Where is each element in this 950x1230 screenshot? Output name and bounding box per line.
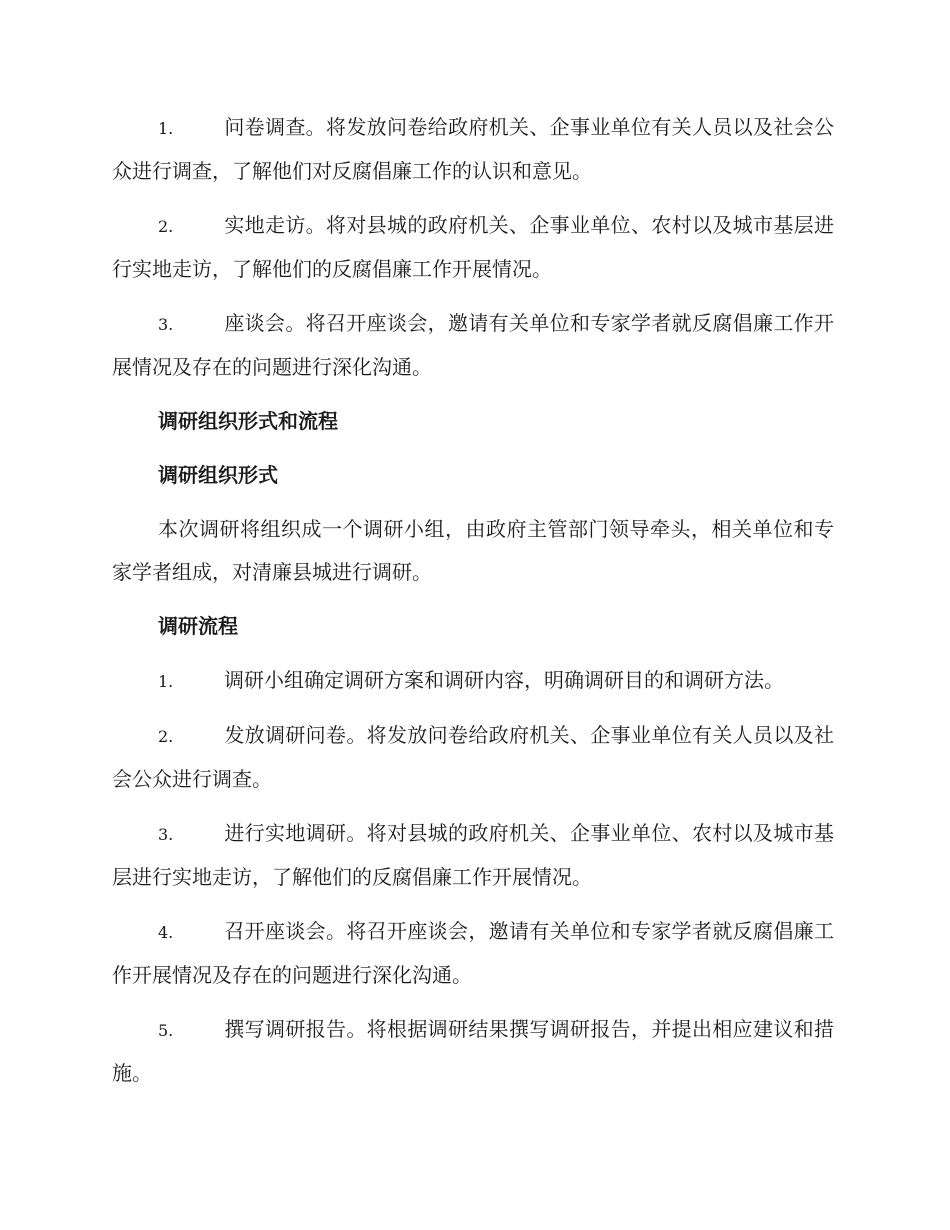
section-title: 调研组织形式和流程	[158, 409, 338, 433]
list-text: 撰写调研报告。将根据调研结果撰写调研报告，并提出相应建议和措施。	[112, 1017, 834, 1085]
list-text: 发放调研问卷。将发放问卷给政府机关、企事业单位有关人员以及社会公众进行调查。	[112, 723, 834, 791]
list-number: 3.	[158, 315, 174, 334]
method-item-3	[112, 302, 834, 389]
process-step-3	[112, 812, 834, 899]
org-form-heading: 调研组织形式	[158, 463, 278, 487]
document-page	[112, 106, 834, 1106]
org-form-paragraph: 本次调研将组织成一个调研小组，由政府主管部门领导牵头，相关单位和专家学者组成，对清廉县城进行调研。	[112, 517, 834, 584]
process-step-1	[112, 659, 834, 703]
list-number: 5.	[158, 1021, 174, 1040]
list-text: 召开座谈会。将召开座谈会，邀请有关单位和专家学者就反腐倡廉工作开展情况及存在的问题进行深化沟通。	[112, 919, 834, 987]
list-number: 4.	[158, 923, 174, 942]
list-text: 进行实地调研。将对县城的政府机关、企事业单位、农村以及城市基层进行实地走访，了解他们的反腐倡廉工作开展情况。	[112, 821, 834, 889]
list-number: 1.	[158, 119, 174, 138]
process-step-4	[112, 910, 834, 997]
process-step-2	[112, 714, 834, 801]
list-text: 调研小组确定调研方案和调研内容，明确调研目的和调研方法。	[224, 668, 784, 692]
list-text: 实地走访。将对县城的政府机关、企事业单位、农村以及城市基层进行实地走访，了解他们的反腐倡廉工作开展情况。	[112, 213, 834, 281]
method-item-1	[112, 106, 834, 193]
list-text: 座谈会。将召开座谈会，邀请有关单位和专家学者就反腐倡廉工作开展情况及存在的问题进行深化沟通。	[112, 311, 834, 379]
list-number: 3.	[158, 825, 174, 844]
method-item-2	[112, 204, 834, 291]
list-number: 2.	[158, 217, 174, 236]
list-number: 1.	[158, 672, 174, 691]
list-number: 2.	[158, 727, 174, 746]
process-step-5	[112, 1008, 834, 1095]
process-heading: 调研流程	[158, 614, 238, 638]
list-text: 问卷调查。将发放问卷给政府机关、企事业单位有关人员以及社会公众进行调查，了解他们对反腐倡廉工作的认识和意见。	[112, 115, 834, 183]
